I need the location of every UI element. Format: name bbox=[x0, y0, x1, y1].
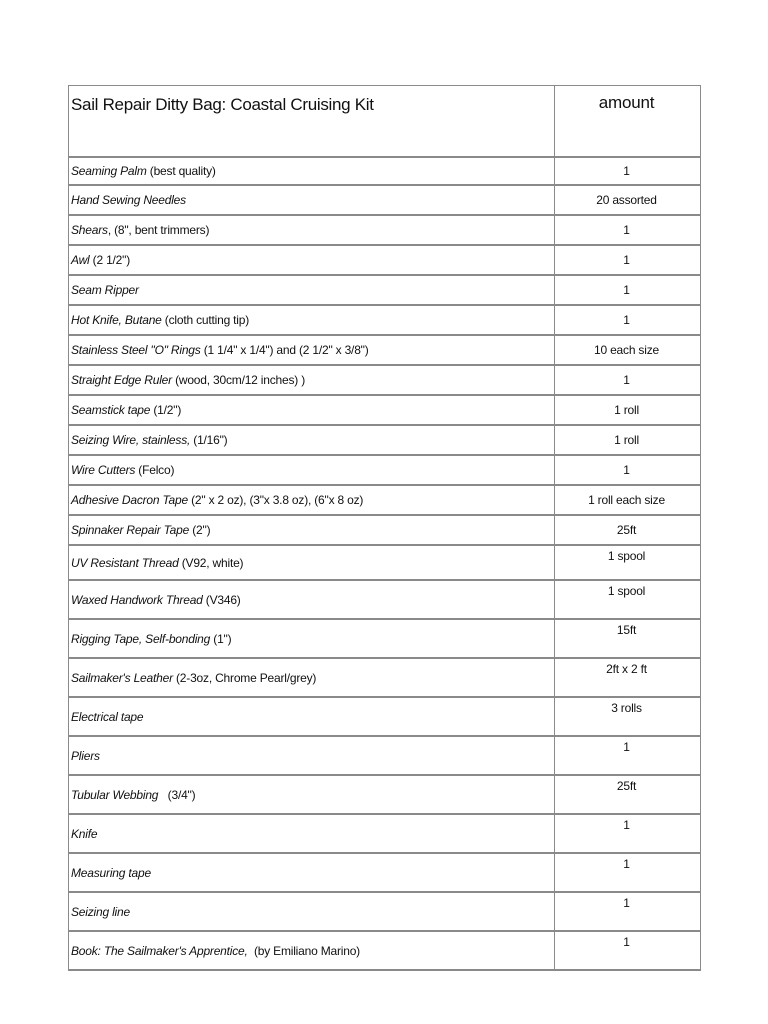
item-detail: (1/16") bbox=[190, 433, 228, 447]
item-detail: (2" x 2 oz), (3"x 3.8 oz), (6"x 8 oz) bbox=[187, 493, 364, 507]
item-name: Adhesive Dacron Tape bbox=[71, 493, 188, 507]
item-cell bbox=[69, 775, 555, 814]
item-cell bbox=[69, 658, 555, 697]
item-name: Sailmaker's Leather bbox=[71, 670, 173, 685]
item-name: Book: The Sailmaker's Apprentice, bbox=[71, 943, 248, 958]
table-row bbox=[69, 619, 701, 658]
item-cell bbox=[69, 619, 555, 658]
item-name: Pliers bbox=[71, 748, 100, 763]
item-cell bbox=[69, 335, 555, 365]
item-detail: (V92, white) bbox=[178, 555, 244, 570]
item-name: Knife bbox=[71, 826, 98, 841]
amount-cell: 1 roll each size bbox=[555, 485, 701, 515]
table-row bbox=[69, 931, 701, 970]
table-row bbox=[69, 485, 701, 515]
table-row bbox=[69, 736, 701, 775]
amount-cell: 1 bbox=[555, 931, 701, 970]
table-row bbox=[69, 275, 701, 305]
item-cell bbox=[69, 580, 555, 619]
item-detail: (1 1/4" x 1/4") and (2 1/2" x 3/8") bbox=[200, 343, 369, 357]
item-name: Waxed Handwork Thread bbox=[71, 592, 203, 607]
table-row bbox=[69, 853, 701, 892]
amount-cell: 1 bbox=[555, 853, 701, 892]
kit-table bbox=[68, 85, 701, 971]
amount-cell: 1 bbox=[555, 305, 701, 335]
table-row bbox=[69, 658, 701, 697]
amount-cell: 25ft bbox=[555, 775, 701, 814]
item-detail: (cloth cutting tip) bbox=[161, 313, 250, 327]
item-cell bbox=[69, 515, 555, 545]
item-cell bbox=[69, 395, 555, 425]
item-name: Seaming Palm bbox=[71, 164, 147, 178]
item-name: Seamstick tape bbox=[71, 403, 151, 417]
amount-column-header: amount bbox=[555, 86, 701, 158]
item-detail: (1/2") bbox=[150, 403, 182, 417]
table-row bbox=[69, 892, 701, 931]
item-name: Tubular Webbing bbox=[71, 787, 159, 802]
item-cell bbox=[69, 185, 555, 215]
item-cell bbox=[69, 305, 555, 335]
item-name: Straight Edge Ruler bbox=[71, 373, 172, 387]
amount-cell: 20 assorted bbox=[555, 185, 701, 215]
item-cell bbox=[69, 736, 555, 775]
item-cell bbox=[69, 275, 555, 305]
table-row bbox=[69, 580, 701, 619]
item-name: Shears bbox=[71, 223, 108, 237]
item-cell bbox=[69, 814, 555, 853]
item-name: Measuring tape bbox=[71, 865, 151, 880]
item-detail: (3/4") bbox=[158, 787, 196, 802]
table-row bbox=[69, 245, 701, 275]
item-detail: (1") bbox=[210, 631, 232, 646]
amount-cell: 1 bbox=[555, 157, 701, 185]
amount-cell: 1 bbox=[555, 892, 701, 931]
table-row bbox=[69, 775, 701, 814]
amount-cell: 1 bbox=[555, 245, 701, 275]
item-cell bbox=[69, 245, 555, 275]
table-row bbox=[69, 515, 701, 545]
table-row bbox=[69, 545, 701, 580]
item-detail: (wood, 30cm/12 inches) ) bbox=[171, 373, 305, 387]
table-row bbox=[69, 335, 701, 365]
item-cell bbox=[69, 853, 555, 892]
item-name: Wire Cutters bbox=[71, 463, 136, 477]
item-detail: (best quality) bbox=[146, 164, 216, 178]
item-cell bbox=[69, 697, 555, 736]
amount-cell: 1 bbox=[555, 215, 701, 245]
amount-cell: 1 bbox=[555, 814, 701, 853]
item-detail: (by Emiliano Marino) bbox=[247, 943, 360, 958]
item-cell bbox=[69, 215, 555, 245]
amount-cell: 2ft x 2 ft bbox=[555, 658, 701, 697]
item-detail: (2") bbox=[189, 523, 211, 537]
item-cell bbox=[69, 545, 555, 580]
table-title: Sail Repair Ditty Bag: Coastal Cruising Kit bbox=[69, 86, 555, 158]
amount-cell: 15ft bbox=[555, 619, 701, 658]
item-cell bbox=[69, 892, 555, 931]
item-name: Rigging Tape, Self-bonding bbox=[71, 631, 211, 646]
item-cell bbox=[69, 425, 555, 455]
item-detail: (2-3oz, Chrome Pearl/grey) bbox=[172, 670, 317, 685]
table-row bbox=[69, 215, 701, 245]
item-name: Seizing Wire, stainless, bbox=[71, 433, 191, 447]
amount-cell: 1 bbox=[555, 736, 701, 775]
item-name: Hand Sewing Needles bbox=[71, 193, 186, 207]
table-row bbox=[69, 395, 701, 425]
table-row bbox=[69, 305, 701, 335]
item-detail: (Felco) bbox=[135, 463, 175, 477]
amount-cell: 1 roll bbox=[555, 425, 701, 455]
item-name: Electrical tape bbox=[71, 709, 144, 724]
item-name: Hot Knife, Butane bbox=[71, 313, 162, 327]
item-cell bbox=[69, 157, 555, 185]
amount-cell: 25ft bbox=[555, 515, 701, 545]
item-name: Seam Ripper bbox=[71, 283, 139, 297]
amount-cell: 10 each size bbox=[555, 335, 701, 365]
item-cell bbox=[69, 455, 555, 485]
table-row bbox=[69, 814, 701, 853]
table-row bbox=[69, 365, 701, 395]
amount-cell: 1 bbox=[555, 365, 701, 395]
table-row bbox=[69, 157, 701, 185]
item-cell bbox=[69, 931, 555, 970]
item-name: Stainless Steel "O" Rings bbox=[71, 343, 201, 357]
kit-table-body bbox=[69, 86, 701, 971]
amount-cell: 1 bbox=[555, 455, 701, 485]
amount-cell: 1 spool bbox=[555, 545, 701, 580]
item-name: UV Resistant Thread bbox=[71, 555, 179, 570]
item-detail: (2 1/2") bbox=[89, 253, 131, 267]
table-row bbox=[69, 697, 701, 736]
amount-cell: 3 rolls bbox=[555, 697, 701, 736]
amount-cell: 1 roll bbox=[555, 395, 701, 425]
table-row bbox=[69, 185, 701, 215]
table-row bbox=[69, 455, 701, 485]
item-cell bbox=[69, 365, 555, 395]
amount-cell: 1 spool bbox=[555, 580, 701, 619]
item-name: Seizing line bbox=[71, 904, 130, 919]
item-detail: , (8", bent trimmers) bbox=[107, 223, 210, 237]
item-detail: (V346) bbox=[202, 592, 241, 607]
item-name: Spinnaker Repair Tape bbox=[71, 523, 190, 537]
table-row bbox=[69, 425, 701, 455]
item-name: Awl bbox=[71, 253, 90, 267]
item-cell bbox=[69, 485, 555, 515]
table-header-row bbox=[69, 86, 701, 158]
amount-cell: 1 bbox=[555, 275, 701, 305]
